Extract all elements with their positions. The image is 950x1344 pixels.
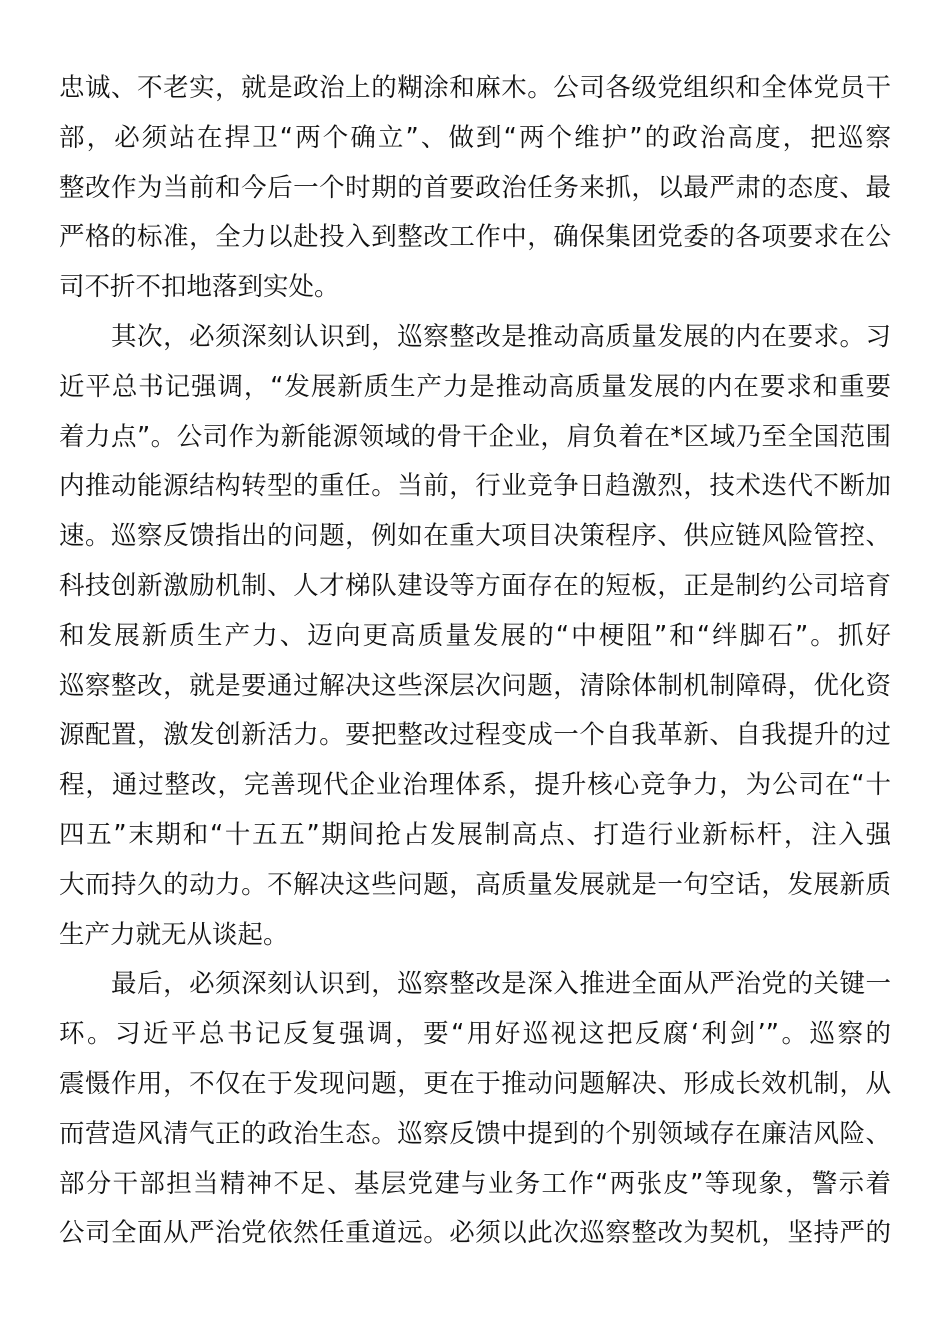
text-line: 内推动能源结构转型的重任。当前，行业竞争日趋激烈，技术迭代不断加 xyxy=(59,471,891,502)
text-line: 着力点”。公司作为新能源领域的骨干企业，肩负着在*区域乃至全国范围 xyxy=(59,421,891,452)
text-line: 司不折不扣地落到实处。 xyxy=(59,272,340,303)
text-line: 忠诚、不老实，就是政治上的糊涂和麻木。公司各级党组织和全体党员干 xyxy=(59,73,891,103)
text-line: 四五”末期和“十五五”期间抢占发展制高点、打造行业新标杆，注入强 xyxy=(59,819,891,850)
text-line: 最后，必须深刻认识到，巡察整改是深入推进全面从严治党的关键一 xyxy=(59,969,891,1000)
text-line: 整改作为当前和今后一个时期的首要政治任务来抓，以最严肃的态度、最 xyxy=(59,172,891,203)
text-line: 生产力就无从谈起。 xyxy=(59,919,289,950)
text-line: 大而持久的动力。不解决这些问题，高质量发展就是一句空话，发展新质 xyxy=(59,869,891,900)
text-line: 环。习近平总书记反复强调，要“用好巡视这把反腐‘利剑’”。巡察的 xyxy=(59,1019,891,1050)
text-line: 部，必须站在捍卫“两个确立”、做到“两个维护”的政治高度，把巡察 xyxy=(59,122,891,153)
document-body xyxy=(59,64,891,1259)
text-line: 程，通过整改，完善现代企业治理体系，提升核心竞争力，为公司在“十 xyxy=(59,770,891,801)
text-line: 速。巡察反馈指出的问题，例如在重大项目决策程序、供应链风险管控、 xyxy=(59,521,891,552)
text-line: 而营造风清气正的政治生态。巡察反馈中提到的个别领域存在廉洁风险、 xyxy=(59,1118,891,1149)
text-line: 近平总书记强调，“发展新质生产力是推动高质量发展的内在要求和重要 xyxy=(59,371,891,402)
text-line: 科技创新激励机制、人才梯队建设等方面存在的短板，正是制约公司培育 xyxy=(59,570,891,601)
text-line: 源配置，激发创新活力。要把整改过程变成一个自我革新、自我提升的过 xyxy=(59,720,891,751)
text-line: 公司全面从严治党依然任重道远。必须以此次巡察整改为契机，坚持严的 xyxy=(59,1218,891,1249)
text-line: 严格的标准，全力以赴投入到整改工作中，确保集团党委的各项要求在公 xyxy=(59,222,891,253)
text-line: 和发展新质生产力、迈向更高质量发展的“中梗阻”和“绊脚石”。抓好 xyxy=(59,620,891,651)
text-line: 巡察整改，就是要通过解决这些深层次问题，清除体制机制障碍，优化资 xyxy=(59,670,891,701)
text-line: 震慑作用，不仅在于发现问题，更在于推动问题解决、形成长效机制，从 xyxy=(59,1068,891,1099)
text-line: 其次，必须深刻认识到，巡察整改是推动高质量发展的内在要求。习 xyxy=(59,321,891,352)
text-line: 部分干部担当精神不足、基层党建与业务工作“两张皮”等现象，警示着 xyxy=(59,1168,891,1199)
